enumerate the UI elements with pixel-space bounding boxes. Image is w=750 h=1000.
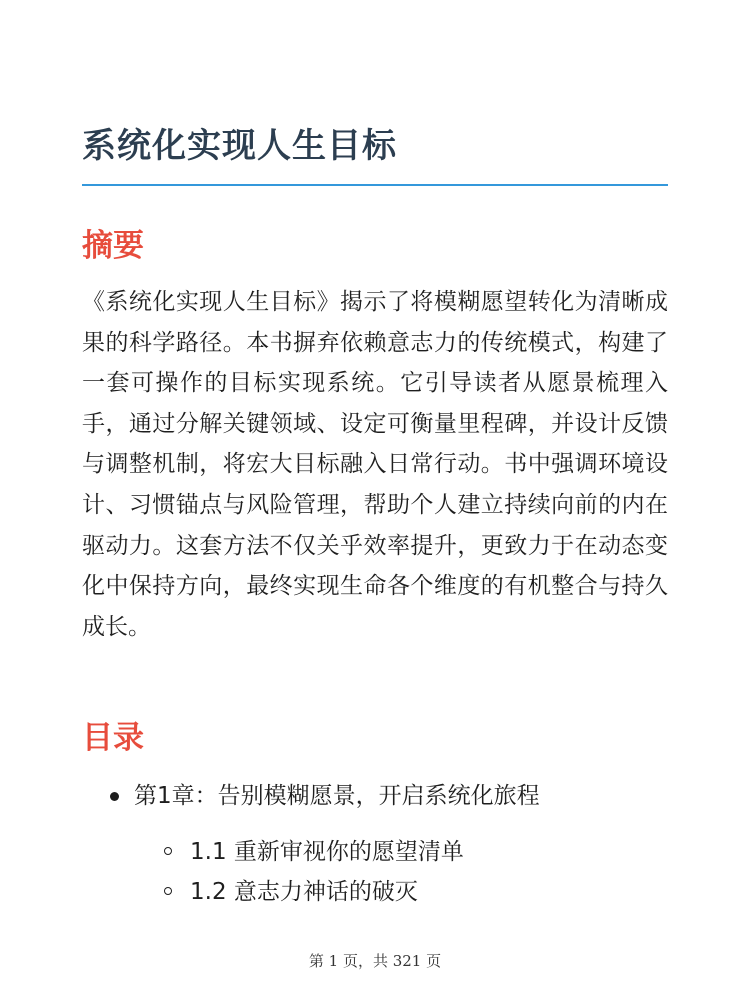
summary-heading: 摘要 (82, 228, 144, 264)
document-title: 系统化实现人生目标 (82, 126, 397, 166)
toc-heading: 目录 (82, 720, 144, 756)
bullet-circle-icon (164, 847, 172, 855)
page-number-footer: 第 1 页，共 321 页 (308, 952, 442, 970)
toc-section-label: 1.2 意志力神话的破灭 (190, 879, 418, 905)
document-page (82, 0, 668, 1000)
toc-section-list (82, 832, 668, 912)
table-of-contents (82, 776, 668, 912)
bullet-disc-icon (110, 792, 119, 801)
bullet-circle-icon (164, 887, 172, 895)
toc-chapter-label: 第1章：告别模糊愿景，开启系统化旅程 (134, 783, 540, 809)
toc-chapter-1 (82, 776, 668, 816)
title-divider (82, 184, 668, 186)
toc-section-1-1 (82, 832, 668, 872)
summary-paragraph: 《系统化实现人生目标》揭示了将模糊愿望转化为清晰成果的科学路径。本书摒弃依赖意志力的传统模式，构建了一套可操作的目标实现系统。它引导读者从愿景梳理入手，通过分解关键领域、设定可衡量里程碑，并设计反馈与调整机制，将宏大目标融入日常行动。书中强调环境设计、习惯锚点与风险管理，帮助个人建立持续向前的内在驱动力。这套方法不仅关乎效率提升，更致力于在动态变化中保持方向，最终实现生命各个维度的有机整合与持久成长。 (82, 289, 668, 640)
toc-section-label: 1.1 重新审视你的愿望清单 (190, 839, 464, 865)
toc-chapter-1-sections (82, 832, 668, 912)
toc-section-1-2 (82, 872, 668, 912)
